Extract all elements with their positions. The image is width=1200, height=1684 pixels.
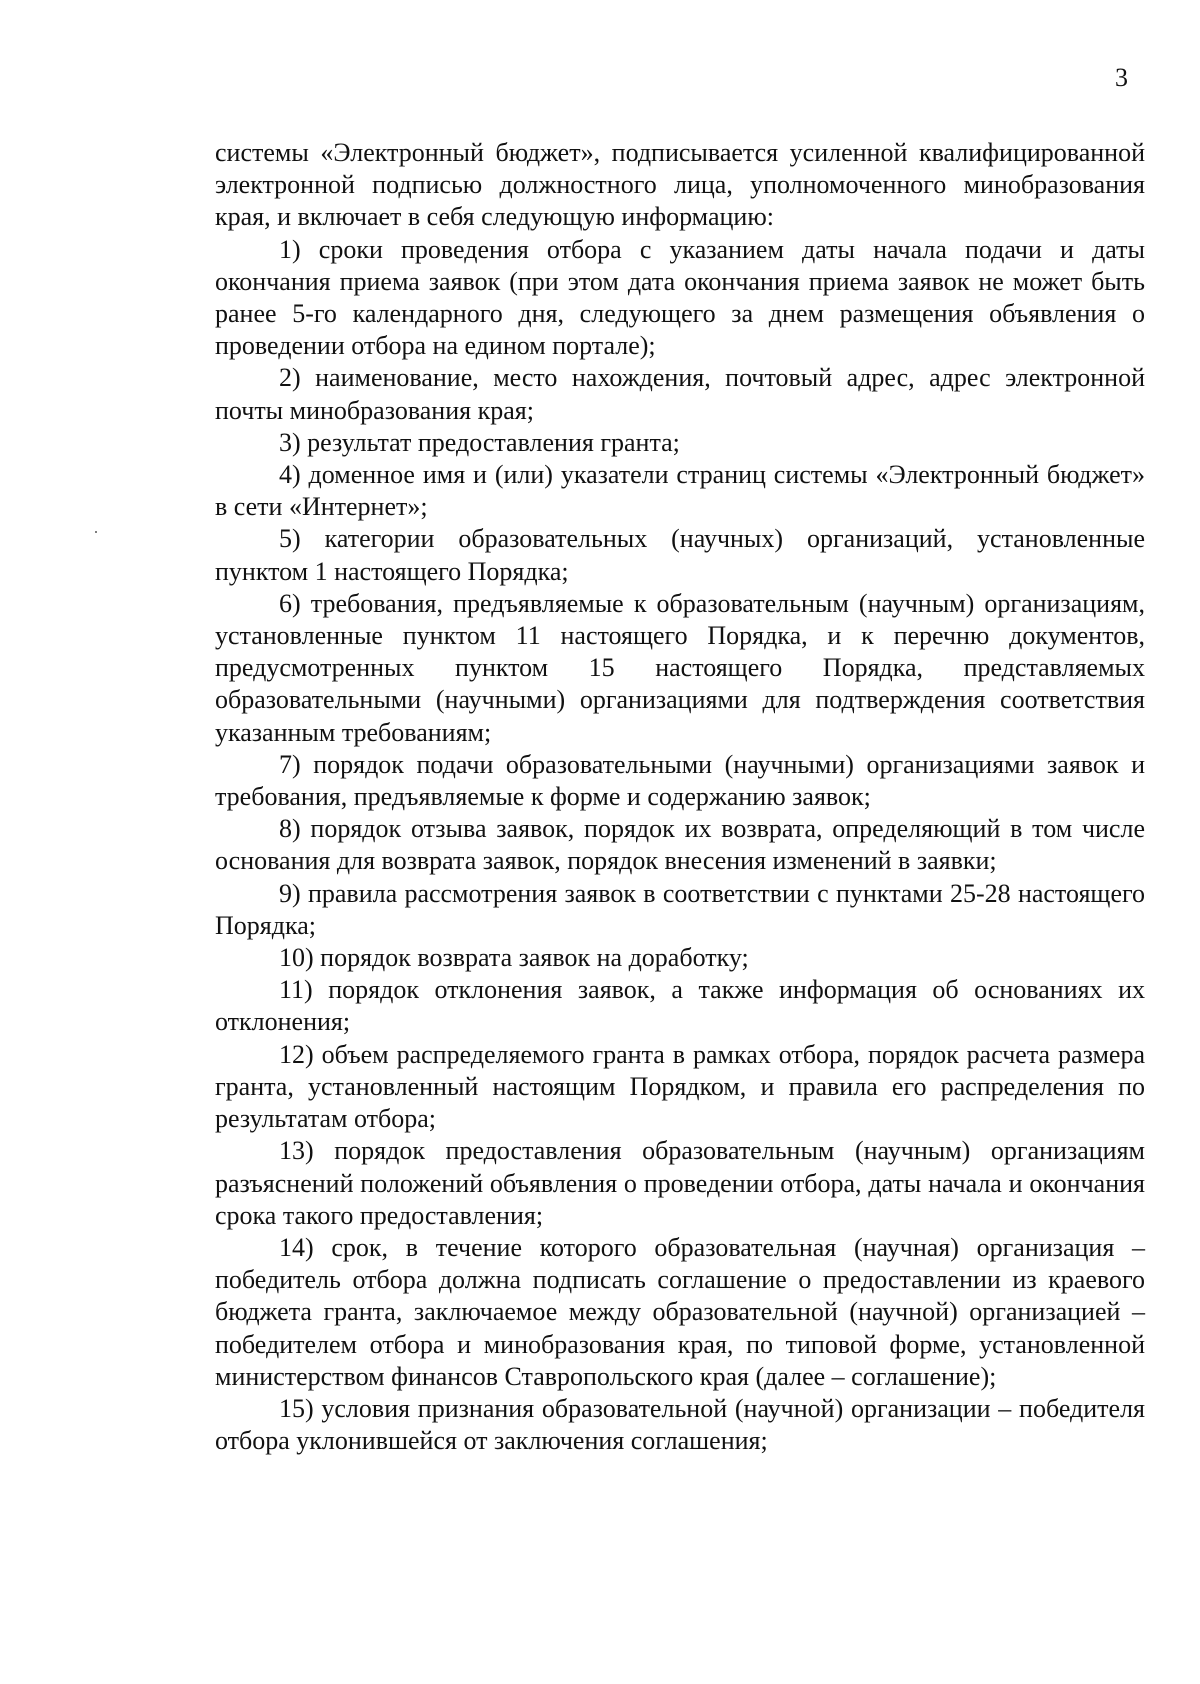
intro-paragraph: системы «Электронный бюджет», подписывается усиленной квалифицированной электронной подписью должностного лица, уполномоченного минобразования края, и включает в себя следующую информацию: — [215, 138, 1145, 232]
scan-speck — [95, 531, 97, 533]
list-item-2: 2) наименование, место нахождения, почтовый адрес, адрес электронной почты минобразования края; — [215, 363, 1145, 425]
list-item-9: 9) правила рассмотрения заявок в соответствии с пунктами 25-28 настоящего Порядка; — [215, 878, 1145, 940]
list-item-15: 15) условия признания образовательной (научной) организации – победителя отбора уклонившейся от заключения соглашения; — [215, 1393, 1145, 1456]
list-item-10: 10) порядок возврата заявок на доработку; — [279, 943, 749, 973]
list-item-7: 7) порядок подачи образовательными (научными) организациями заявок и требования, предъявляемые к форме и содержанию заявок; — [215, 749, 1145, 812]
list-item-11: 11) порядок отклонения заявок, а также информация об основаниях их отклонения; — [215, 975, 1145, 1037]
list-item-5: 5) категории образовательных (научных) организаций, установленные пунктом 1 настоящего Порядка; — [215, 524, 1145, 586]
list-item-4: 4) доменное имя и (или) указатели страниц системы «Электронный бюджет» в сети «Интернет»; — [215, 460, 1145, 522]
page-number: 3 — [1115, 63, 1128, 92]
list-item-13: 13) порядок предоставления образовательным (научным) организациям разъяснений положений объявления о проведении отбора, даты начала и окончания срока такого предоставления; — [215, 1136, 1145, 1230]
list-item-14: 14) срок, в течение которого образовательная (научная) организация – победитель отбора должна подписать соглашение о предоставлении из краевого бюджета гранта, заключаемое между образовательной (научной) организацией – победителем отбора и минобразования края, по типовой форме, установленной министерством финансов Ставропольского края (далее – соглашение); — [215, 1232, 1145, 1391]
document-body — [215, 137, 1145, 1457]
list-item-6: 6) требования, предъявляемые к образовательным (научным) организациям, установленные пунктом 11 настоящего Порядка, и к перечню документов, предусмотренных пунктом 15 настоящего Порядка, представляемых образовательными (научными) организациями для подтверждения соответствия указанным требованиям; — [215, 588, 1145, 747]
list-item-1: 1) сроки проведения отбора с указанием даты начала подачи и даты окончания приема заявок (при этом дата окончания приема заявок не может быть ранее 5-го календарного дня, следующего за днем размещения объявления о проведении отбора на едином портале); — [215, 234, 1145, 361]
list-item-3: 3) результат предоставления гранта; — [279, 427, 680, 457]
list-item-8: 8) порядок отзыва заявок, порядок их возврата, определяющий в том числе основания для возврата заявок, порядок внесения изменений в заявки; — [215, 814, 1145, 876]
list-item-12: 12) объем распределяемого гранта в рамках отбора, порядок расчета размера гранта, установленный настоящим Порядком, и правила его распределения по результатам отбора; — [215, 1039, 1145, 1134]
